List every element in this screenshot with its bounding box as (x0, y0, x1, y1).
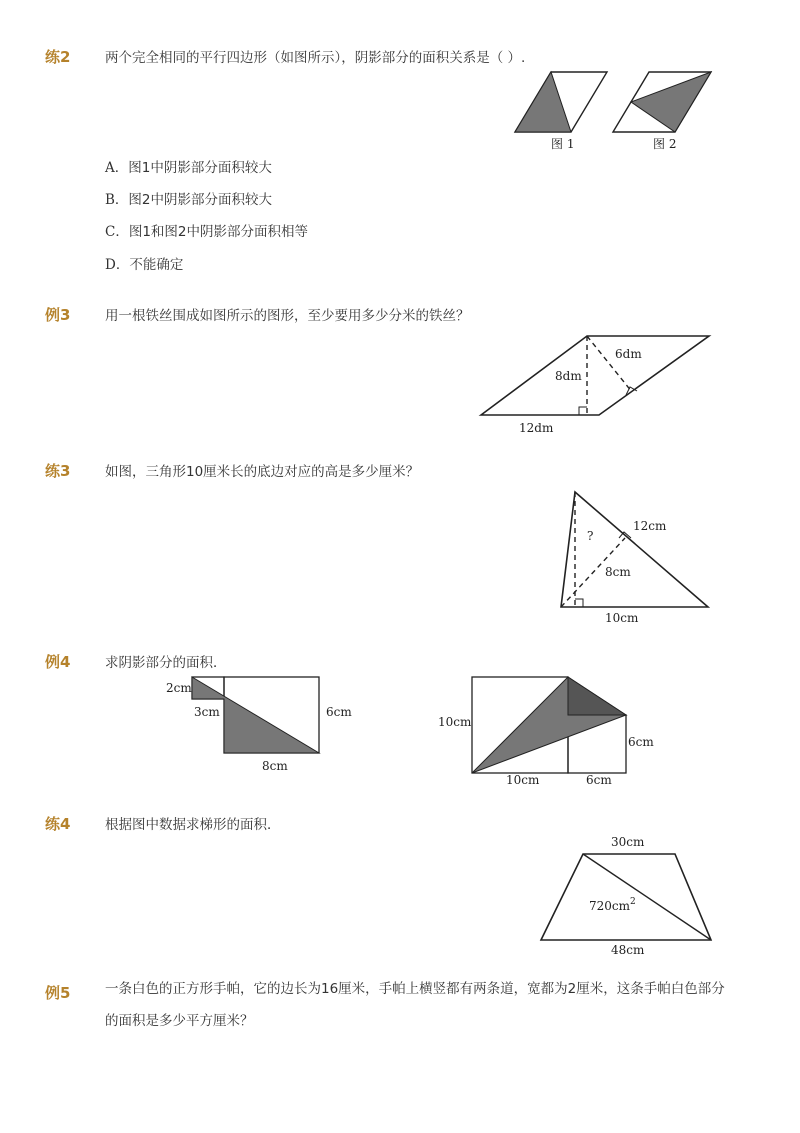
option-a: A．图1中阴影部分面积较大 (105, 160, 272, 176)
label-12dm: 12dm (519, 421, 554, 435)
figure1-shaded-triangle (515, 72, 571, 132)
question-lian4: 根据图中数据求梯形的面积． (105, 817, 281, 833)
label-6cm: 6cm (326, 705, 352, 719)
figure1-label: 图 1 (551, 137, 575, 151)
option-b: B．图2中阴影部分面积较大 (105, 192, 273, 208)
label-6dm: 6dm (615, 347, 642, 361)
option-c: C．图1和图2中阴影部分面积相等 (105, 224, 309, 240)
label-30cm: 30cm (611, 835, 645, 849)
question-li4: 求阴影部分的面积． (105, 655, 227, 671)
label-area: $720cm^2$ (589, 897, 636, 913)
li3-parallelogram-figure (475, 330, 715, 440)
label-8cm: 8cm (605, 565, 631, 579)
lian4-trapezoid-figure (535, 832, 725, 957)
label-unknown: ? (587, 529, 594, 543)
label-8cm: 8cm (262, 759, 288, 773)
label-2cm: 2cm (166, 681, 192, 695)
parallelogram-figures (505, 66, 715, 156)
option-d: D．不能确定 (105, 257, 184, 273)
lian3-triangle-figure (555, 486, 735, 626)
height2-dashed (587, 336, 632, 392)
question-lian2: 两个完全相同的平行四边形（如图所示），阴影部分的面积关系是（ ）. (105, 50, 526, 66)
question-lian3: 如图，三角形10厘米长的底边对应的高是多少厘米？ (105, 464, 420, 480)
section-tag-lian3: 练3 (45, 462, 71, 480)
section-tag-lian4: 练4 (45, 815, 71, 833)
label-10cm: 10cm (605, 611, 639, 625)
figure2-label: 图 2 (653, 137, 677, 151)
question-li5: 一条白色的正方形手帕，它的边长为16厘米，手帕上横竖都有两条道，宽都为2厘米，这条手帕白色部分的面积是多少平方厘米？ (105, 981, 725, 1029)
li4-figure1 (160, 670, 360, 780)
section-tag-li5: 例5 (45, 984, 71, 1002)
diagonal (583, 854, 711, 940)
section-tag-li3: 例3 (45, 306, 71, 324)
label-3cm: 3cm (194, 705, 220, 719)
label-48cm: 48cm (611, 943, 645, 957)
li4-figure2 (436, 670, 656, 790)
label-6cm-right: 6cm (628, 735, 654, 749)
section-tag-lian2: 练2 (45, 48, 71, 66)
label-10cm-bottom: 10cm (506, 773, 540, 787)
label-10cm-left: 10cm (438, 715, 472, 729)
label-12cm: 12cm (633, 519, 667, 533)
label-6cm-bottom: 6cm (586, 773, 612, 787)
question-li3: 用一根铁丝围成如图所示的图形，至少要用多少分米的铁丝？ (105, 308, 470, 324)
section-tag-li4: 例4 (45, 653, 71, 671)
label-8dm: 8dm (555, 369, 582, 383)
